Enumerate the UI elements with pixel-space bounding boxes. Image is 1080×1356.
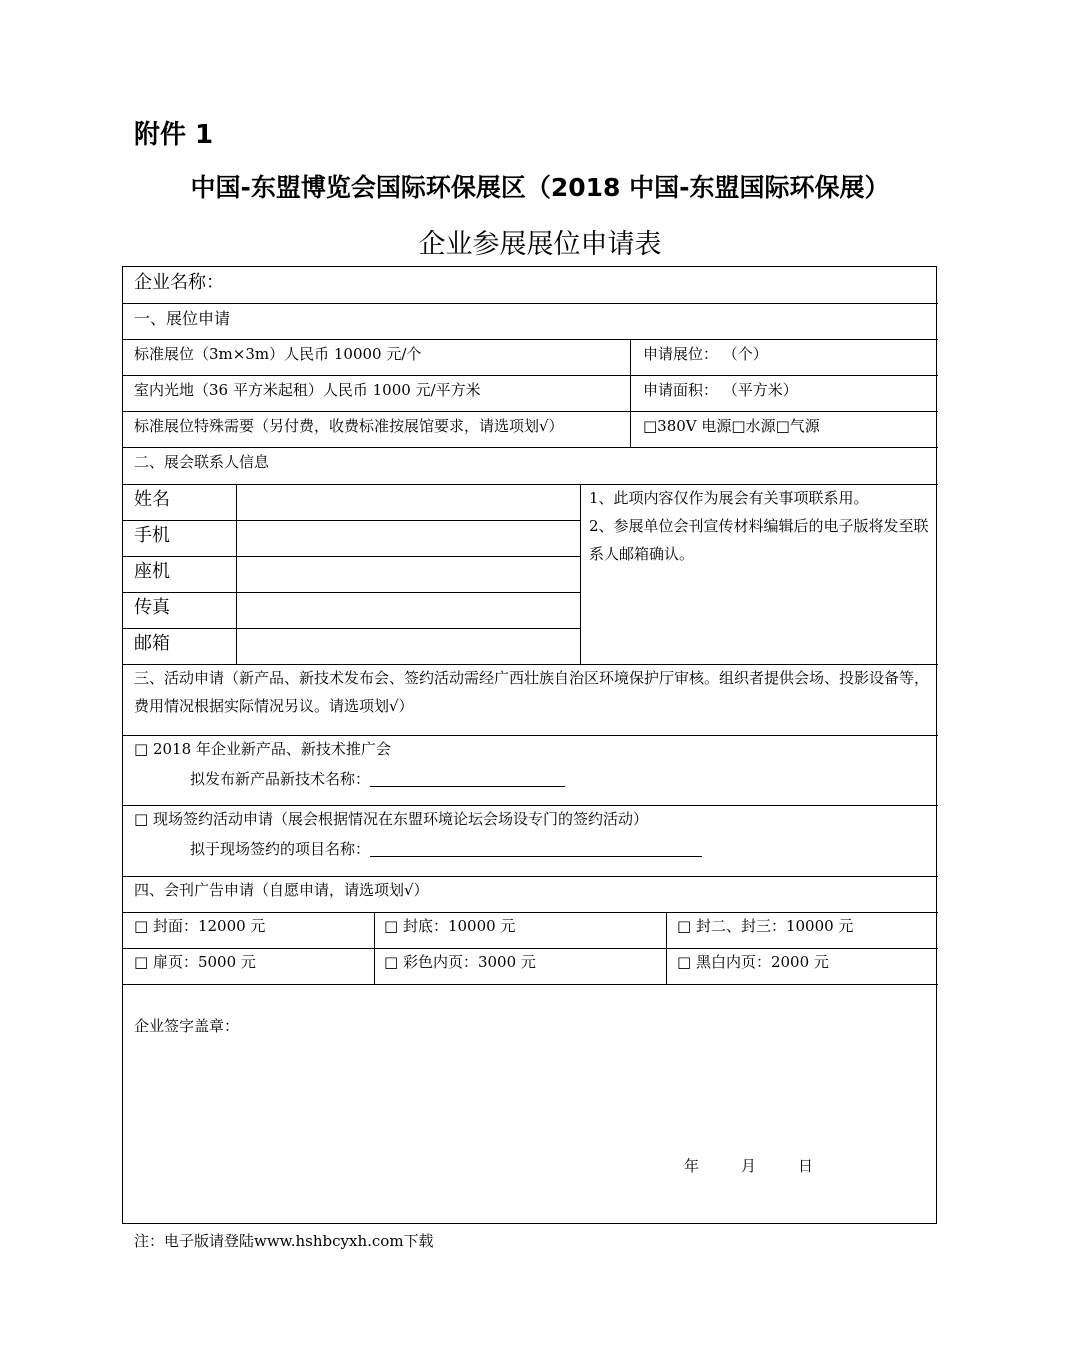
product-name-label — [190, 770, 565, 787]
document-title: 中国-东盟博览会国际环保展区（2018 中国-东盟国际环保展） — [190, 173, 890, 202]
contact-phone-label: 座机 — [134, 561, 170, 582]
standard-booth-price: 标准展位（3m×3m）人民币 10000 元/个 — [134, 345, 422, 363]
contact-fax-input[interactable] — [238, 594, 579, 628]
section2-heading: 二、展会联系人信息 — [134, 453, 270, 471]
product-name-input[interactable] — [370, 770, 565, 787]
company-name-label: 企业名称： — [134, 272, 224, 293]
contact-name-label: 姓名 — [134, 489, 170, 510]
signing-event-checkbox[interactable]: □ 现场签约活动申请（展会根据情况在东盟环境论坛会场设专门的签约活动） — [134, 810, 648, 828]
date-month-label: 月 — [741, 1157, 757, 1175]
signature-area[interactable] — [123, 987, 936, 1221]
contact-email-input[interactable] — [238, 630, 579, 664]
project-name-label-text: 拟于现场签约的项目名称： — [190, 840, 371, 858]
ad-bw-page-checkbox[interactable]: □ 黑白内页：2000 元 — [677, 953, 829, 971]
contact-note-1: 1、此项内容仅作为展会有关事项联系用。 — [589, 489, 869, 507]
contact-name-input[interactable] — [238, 486, 579, 520]
utilities-checkboxes[interactable]: □380V 电源□水源□气源 — [643, 417, 820, 435]
attachment-label: 附件 1 — [134, 120, 214, 150]
contact-mobile-input[interactable] — [238, 522, 579, 556]
date-year-label: 年 — [684, 1157, 700, 1175]
application-form-table — [122, 266, 937, 1224]
product-launch-checkbox[interactable]: □ 2018 年企业新产品、新技术推广会 — [134, 740, 391, 758]
signature-label: 企业签字盖章： — [134, 1017, 240, 1035]
apply-booth-count-field[interactable]: 申请展位： （个） — [643, 345, 768, 363]
section1-heading: 一、展位申请 — [134, 309, 231, 328]
apply-area-field[interactable]: 申请面积： （平方米） — [643, 381, 798, 399]
product-name-label-text: 拟发布新产品新技术名称： — [190, 770, 371, 788]
form-title: 企业参展展位申请表 — [418, 229, 662, 260]
ad-color-page-checkbox[interactable]: □ 彩色内页：3000 元 — [384, 953, 536, 971]
date-day-label: 日 — [798, 1157, 814, 1175]
ad-cover-checkbox[interactable]: □ 封面：12000 元 — [134, 917, 266, 935]
special-needs-label: 标准展位特殊需要（另付费，收费标准按展馆要求，请选项划√） — [134, 417, 564, 435]
section3-heading: 三、活动申请（新产品、新技术发布会、签约活动需经广西壮族自治区环境保护厅审核。组织者提供会场、投影设备等，费用情况根据实际情况另议。请选项划√） — [134, 669, 930, 715]
section4-heading: 四、会刊广告申请（自愿申请，请选项划√） — [134, 881, 429, 899]
project-name-label — [190, 840, 702, 857]
contact-note-2: 2、参展单位会刊宣传材料编辑后的电子版将发至联系人邮箱确认。 — [589, 517, 929, 563]
footer-note: 注：电子版请登陆www.hshbcyxh.com下载 — [134, 1232, 434, 1250]
ad-title-page-checkbox[interactable]: □ 扉页：5000 元 — [134, 953, 256, 971]
raw-space-price: 室内光地（36 平方米起租）人民币 1000 元/平方米 — [134, 381, 481, 399]
project-name-input[interactable] — [370, 840, 702, 857]
contact-mobile-label: 手机 — [134, 525, 170, 546]
ad-back-cover-checkbox[interactable]: □ 封底：10000 元 — [384, 917, 516, 935]
contact-fax-label: 传真 — [134, 597, 170, 618]
ad-inside-cover-checkbox[interactable]: □ 封二、封三：10000 元 — [677, 917, 854, 935]
contact-phone-input[interactable] — [238, 558, 579, 592]
contact-email-label: 邮箱 — [134, 633, 170, 654]
